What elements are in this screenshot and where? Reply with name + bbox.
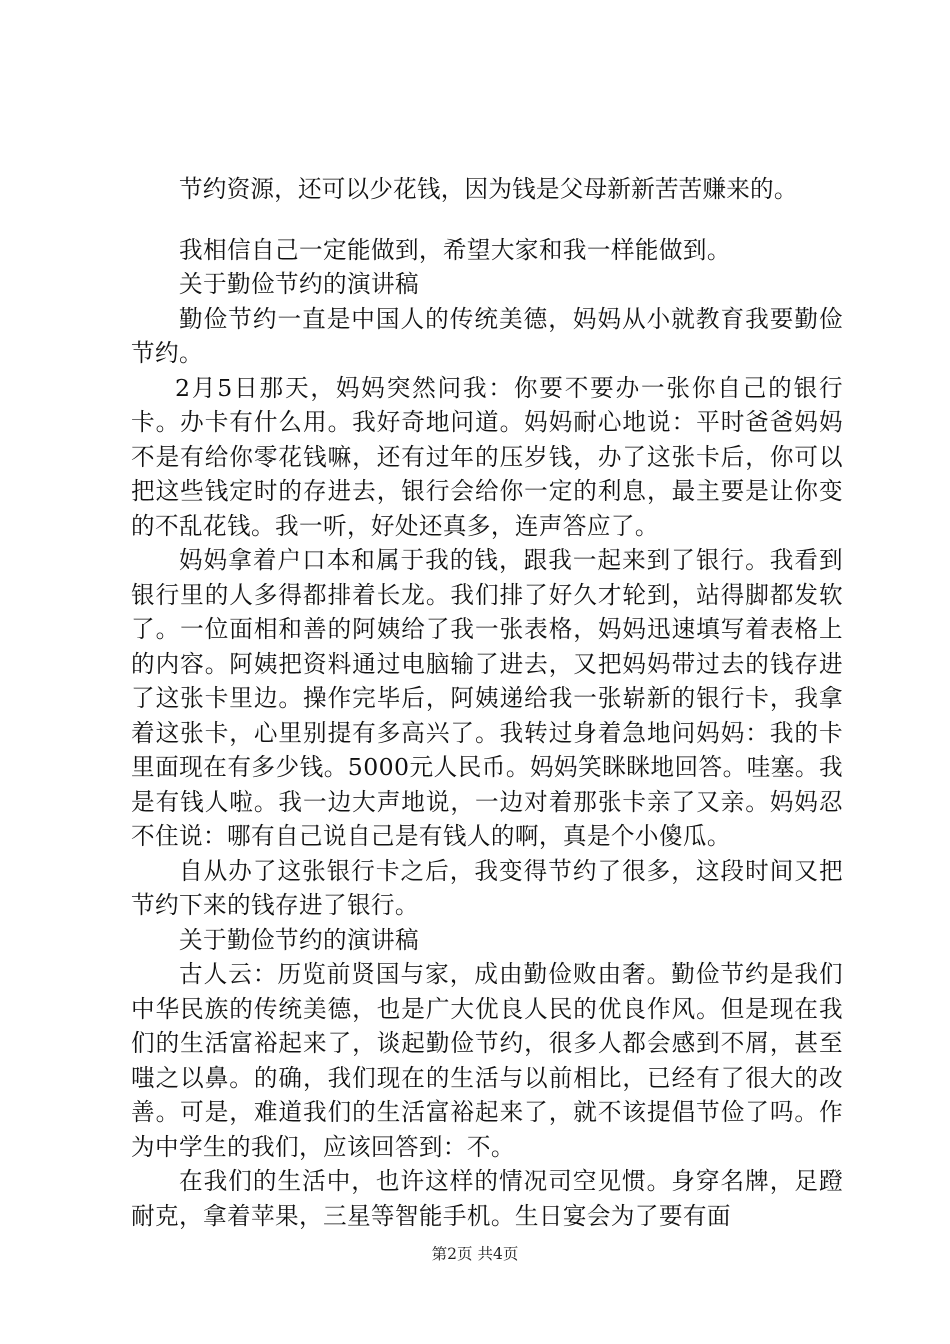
paragraph-5: 妈妈拿着户口本和属于我的钱，跟我一起来到了银行。我看到银行里的人多得都排着长龙。我们排了好久才轮到，站得脚都发软了。一位面相和善的阿姨给了我一张表格，妈妈迅速填写着表格上的内容。阿姨把资料通过电脑输了进去，又把妈妈带过去的钱存进了这张卡里边。操作完毕后，阿姨递给我一张崭新的银行卡，我拿着这张卡，心里别提有多高兴了。我转过身着急地问妈妈：我的卡里面现在有多少钱。5000元人民币。妈妈笑眯眯地回答。哇塞。我是有钱人啦。我一边大声地说，一边对着那张卡亲了又亲。妈妈忍不住说：哪有自己说自己是有钱人的啊，真是个小傻瓜。 — [131, 546, 843, 850]
page-number-footer: 第2页 共4页 — [431, 1245, 519, 1263]
document-body — [131, 172, 843, 1233]
paragraph-2: 我相信自己一定能做到，希望大家和我一样能做到。 — [179, 235, 731, 264]
paragraph-6: 自从办了这张银行卡之后，我变得节约了很多，这段时间又把节约下来的钱存进了银行。 — [131, 856, 843, 919]
paragraph-8: 在我们的生活中，也许这样的情况司空见惯。身穿名牌，足蹬耐克，拿着苹果，三星等智能手机。生日宴会为了要有面 — [131, 1167, 843, 1230]
paragraph-4: 2月5日那天，妈妈突然问我：你要不要办一张你自己的银行卡。办卡有什么用。我好奇地问道。妈妈耐心地说：平时爸爸妈妈不是有给你零花钱嘛，还有过年的压岁钱，办了这张卡后，你可以把这些钱定时的存进去，银行会给你一定的利息，最主要是让你变的不乱花钱。我一听，好处还真多，连声答应了。 — [131, 373, 843, 540]
paragraph-1: 节约资源，还可以少花钱，因为钱是父母新新苦苦赚来的。 — [179, 175, 798, 203]
paragraph-7: 古人云：历览前贤国与家，成由勤俭败由奢。勤俭节约是我们中华民族的传统美德，也是广大优良人民的优良作风。但是现在我们的生活富裕起来了，谈起勤俭节约，很多人都会感到不屑，甚至嗤之以鼻。的确，我们现在的生活与以前相比，已经有了很大的改善。可是，难道我们的生活富裕起来了，就不该提倡节俭了吗。作为中学生的我们，应该回答到：不。 — [131, 960, 843, 1161]
section-heading-2: 关于勤俭节约的演讲稿 — [179, 925, 419, 954]
section-heading-1: 关于勤俭节约的演讲稿 — [179, 270, 419, 298]
paragraph-3: 勤俭节约一直是中国人的传统美德，妈妈从小就教育我要勤俭节约。 — [131, 304, 843, 367]
